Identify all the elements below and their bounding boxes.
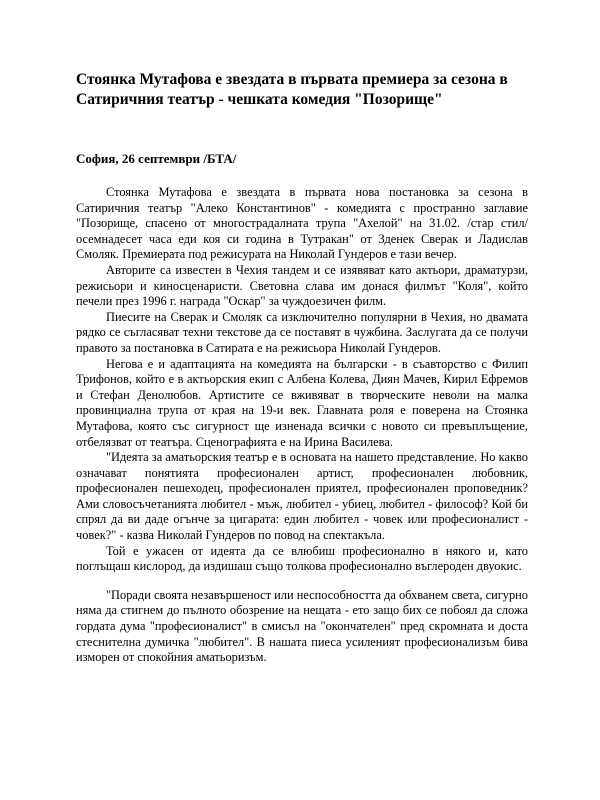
document-page — [76, 70, 528, 666]
paragraph-2: Авторите са известен в Чехия тандем и се изявяват като актьори, драматурзи, режисьори и киносценаристи. Световна слава им донася филмът "Коля", който печели през 1996 г. награда "Оскар" за чуждоезичен филм. — [76, 262, 528, 309]
article-dateline: София, 26 септември /БТА/ — [76, 151, 237, 166]
paragraph-4: Негова е и адаптацията на комедията на български - в съавторство с Филип Трифонов, който е в актьорския екип с Албена Колева, Диян Мачев, Кирил Ефремов и Стефан Денолюбов. Артистите се вживяват в творческите неволи на малка провинциална трупа от края на 19-и век. Главната роля е поверена на Стоянка Мутафова, която със сигурност ще изненада всички с новото си превъплъщение, отбелязват от театъра. Сценографията е на Ирина Василева. — [76, 356, 528, 449]
paragraph-3: Пиесите на Сверак и Смоляк са изключително популярни в Чехия, но двамата рядко се съгласяват техни текстове да се поставят в чужбина. Заслугата да се получи правото за постановка в Сатирата е на режисьора Николай Гундеров. — [76, 309, 528, 355]
article-title: Стоянка Мутафова е звездата в първата премиера за сезона в Сатиричния театър - чешката комедия "Позорище" — [76, 71, 508, 108]
paragraph-7: "Поради своята незавършеност или неспособността да обхванем света, сигурно няма да стигнем до пълното обозрение на нещата - ето защо бих се побоял да сложа гордата дума "професионалист" в смисъл на "окончателен" пред скромната и доста стеснителна думичка "любител". В нашата пиеса усиленият професионализъм бива изморен от спокойния аматьоризъм. — [76, 587, 528, 665]
paragraph-5: "Идеята за аматьорския театър е в основата на нашето представление. Но какво означават понятията професионален артист, професионален любовник, професионален пешеходец, професионален приятел, професионален проповедник? Ами словосъчетанията любител - мъж, любител - убиец, любител - философ? Кой би спрял да ви даде огънче за цигарата: един любител - човек или професионалист - човек?" - казва Николай Гундеров по повод на спектакъла. — [76, 450, 528, 543]
paragraph-1: Стоянка Мутафова е звездата в първата нова постановка за сезона в Сатиричния театър "Алеко Константинов" - комедията с пространно заглавие "Позорище, спасено от многострадалната трупа "Ахелой" на 31.02. /стар стил/ осемнадесет часа еди коя си година в Тутракан" от Зденек Сверак и Ладислав Смоляк. Премиерата под режисурата на Николай Гундеров е тази вечер. — [76, 185, 528, 262]
paragraph-6: Той е ужасен от идеята да се влюбиш професионално в някого и, като поглъщаш кислород, да издишаш също толкова професионално въглероден двуокис. — [76, 543, 528, 574]
